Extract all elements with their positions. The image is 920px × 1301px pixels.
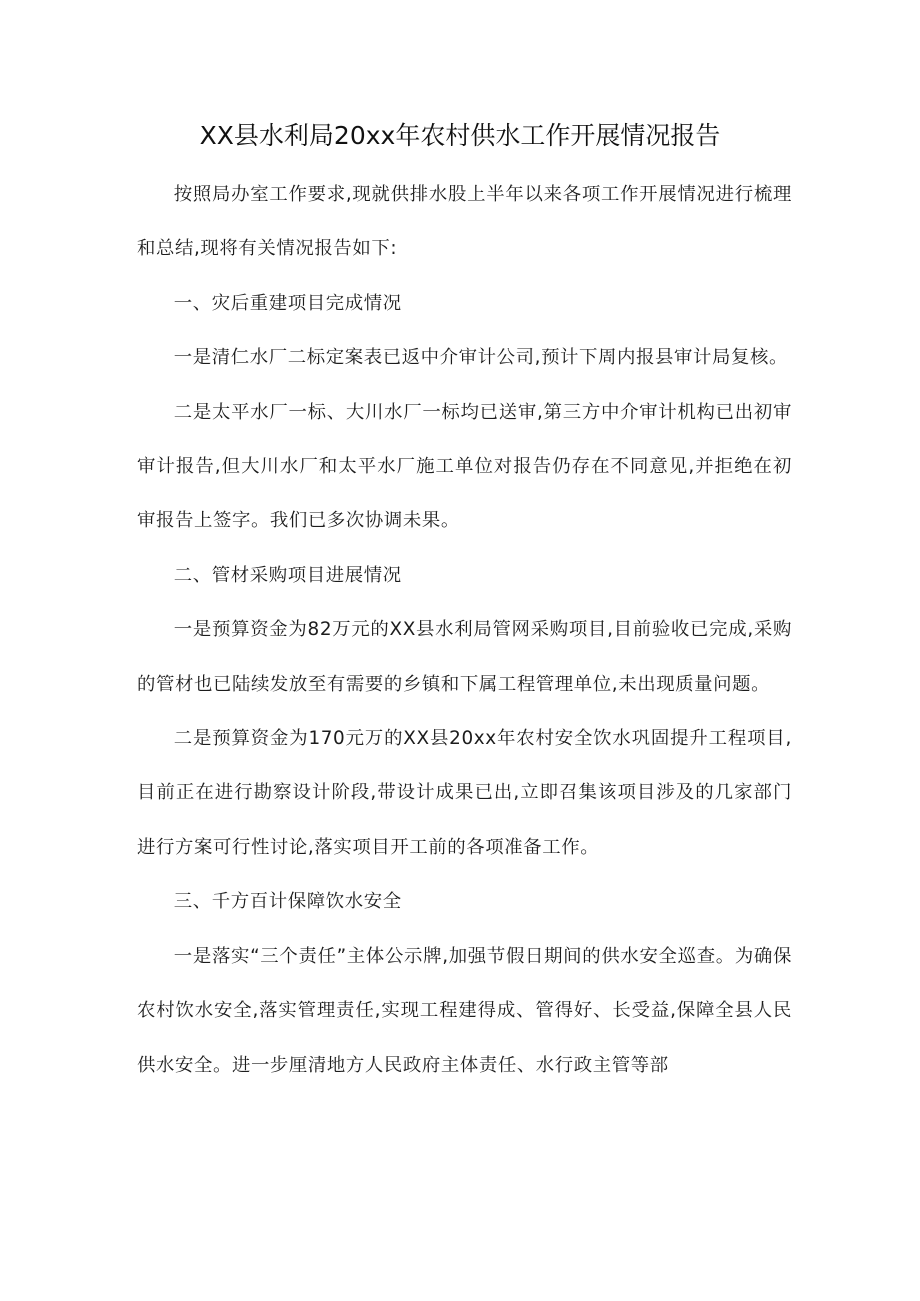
document-title: XX县水利局20xx年农村供水工作开展情况报告 xyxy=(199,121,721,150)
section-heading-3: 三、千方百计保障饮水安全 xyxy=(173,891,402,913)
section-1-paragraph-2: 二是太平水厂一标、大川水厂一标均已送审,第三方中介审计机构已出初审审计报告,但大川水厂和太平水厂施工单位对报告仍存在不同意见,并拒绝在初审报告上签字。我们已多次协调未果。 xyxy=(137,401,792,532)
document-body xyxy=(137,168,792,1093)
section-heading-1: 一、灾后重建项目完成情况 xyxy=(173,292,402,314)
section-3-paragraph-1: 一是落实“三个责任”主体公示牌,加强节假日期间的供水安全巡查。为确保农村饮水安全,落实管理责任,实现工程建得成、管得好、长受益,保障全县人民供水安全。进一步厘清地方人民政府主体责任、水行政主管等部 xyxy=(137,945,792,1076)
section-2-paragraph-2: 二是预算资金为170元万的XX县20xx年农村安全饮水巩固提升工程项目,目前正在进行勘察设计阶段,带设计成果已出,立即召集该项目涉及的几家部门进行方案可行性讨论,落实项目开工前的各项准备工作。 xyxy=(137,728,792,858)
section-2-paragraph-1: 一是预算资金为82万元的XX县水利局管网采购项目,目前验收已完成,采购的管材也已陆续发放至有需要的乡镇和下属工程管理单位,未出现质量问题。 xyxy=(137,619,792,695)
section-heading-2: 二、管材采购项目进展情况 xyxy=(173,564,402,586)
section-1-paragraph-1: 一是清仁水厂二标定案表已返中介审计公司,预计下周内报县审计局复核。 xyxy=(173,347,788,369)
intro-paragraph: 按照局办室工作要求,现就供排水股上半年以来各项工作开展情况进行梳理和总结,现将有关情况报告如下: xyxy=(137,184,792,260)
